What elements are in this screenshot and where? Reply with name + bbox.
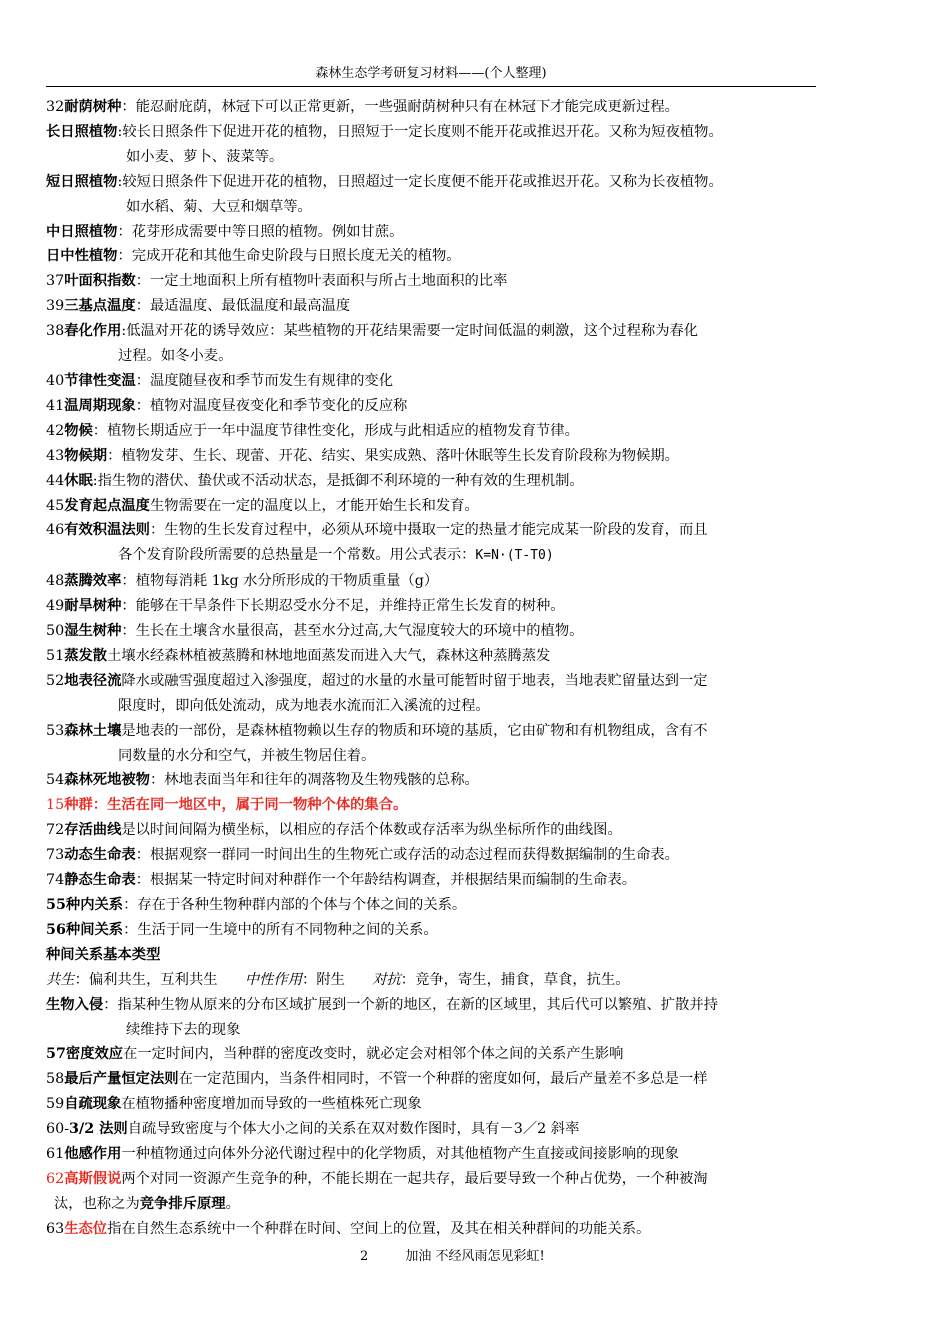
entry-definition: 两个对同一资源产生竞争的种，不能长期在一起共存，最后要导致一个种占优势，一个种被淘 [121,1170,708,1187]
antagonism-label: 对抗 [372,971,401,988]
definition-entry [46,918,846,943]
page-number: 2 [360,1249,369,1264]
entry-term: 温周期现象 [64,397,136,414]
entry-definition: 能忍耐庇荫，林冠下可以正常更新，一些强耐荫树种只有在林冠下才能完成更新过程。 [135,99,679,115]
entry-definition: 一种植物通过向体外分泌代谢过程中的化学物质，对其他植物产生直接或间接影响的现象 [121,1146,679,1163]
entry-separator: ： [135,372,150,389]
definition-entry [46,818,846,843]
entry-term: 生态位 [64,1220,108,1237]
entry-definition: 自疏导致密度与个体大小之间的关系在双对数作图时，具有－3／2 斜率 [127,1121,580,1138]
definition-gause-cont [46,1192,846,1217]
page-header: 森林生态学考研复习材料——(个人整理) [315,66,547,81]
entry-number: 55 [46,897,66,913]
definition-list-2 [46,993,846,1167]
symbiosis-text: ：偏利共生，互利共生 [74,971,218,988]
neutral-label: 中性作用 [244,971,303,988]
entry-definition: 完成开花和其他生命史阶段与日照长度无关的植物。 [131,248,461,265]
entry-separator: ： [117,248,132,265]
definition-entry [46,868,846,893]
entry-number: 53 [46,722,65,739]
definition-entry [46,518,846,543]
definition-entry [46,644,846,669]
entry-number: 46 [46,522,65,539]
definition-entry [46,719,846,744]
entry-term: 他感作用 [64,1146,122,1163]
entry-term: 森林土壤 [64,722,122,739]
definition-entry [46,95,846,120]
entry-number: 50 [46,623,65,640]
entry-term: 春化作用 [64,323,122,340]
entry-term: 动态生命表 [64,847,136,864]
entry-number: 52 [46,672,65,689]
entry-separator: ： [135,273,150,290]
entry-definition: 生长在土壤含水量很高，甚至水分过高,大气湿度较大的环境中的植物。 [135,623,584,640]
entry-definition: 一定土地面积上所有植物叶表面积与所占土地面积的比率 [149,273,508,290]
entry-separator: : [117,123,123,140]
entry-separator: ： [107,447,122,464]
entry-number: 60- [46,1121,70,1138]
definition-entry [46,419,846,444]
gause-cont-post: 。 [225,1195,240,1212]
entry-definition: 根据某一特定时间对种群作一个年龄结构调查，并根据结果而编制的生命表。 [149,872,637,889]
entry-term: 三基点温度 [64,298,136,315]
entry-term: 种群 [64,797,93,814]
entry-separator: ： [121,598,136,615]
definition-entry [46,669,846,694]
entry-term: 高斯假说 [64,1170,122,1187]
entry-definition: 生活于同一生境中的所有不同物种之间的关系。 [137,921,438,938]
entry-separator: ： [121,573,136,590]
entry-definition: 在一定范围内，当条件相同时，不管一个种群的密度如何，最后产量差不多总是一样 [178,1071,708,1088]
entry-term: 湿生树种 [64,623,122,640]
entry-term: 中日照植物 [46,223,118,240]
definition-niche [46,1217,846,1242]
definition-entry [46,619,846,644]
entry-definition: 温度随昼夜和季节而发生有规律的变化 [149,372,394,389]
definition-entry [46,1042,846,1067]
entry-term: 蒸腾效率 [64,573,122,590]
entry-definition: 较短日照条件下促进开花的植物，日照超过一定长度便不能开花或推迟开花。又称为长夜植物。 [122,173,723,190]
entry-number: 57 [46,1046,66,1063]
entry-definition: 植物长期适应于一年中温度节律性变化，形成与此相适应的植物发育节律。 [107,422,579,439]
definition-gause [46,1167,846,1192]
entry-continuation: 如水稻、菊、大豆和烟草等。 [126,198,312,215]
entry-number: 15 [46,797,65,814]
entry-term: 3/2 法则 [69,1121,128,1138]
definition-entry [46,793,846,818]
entry-number: 45 [46,497,65,514]
entry-term: 存活曲线 [64,822,122,839]
section-title: 种间关系基本类型 [46,946,161,963]
entry-number: 74 [46,872,65,889]
entry-term: 种间关系 [65,921,124,938]
antagonism-text: ：竞争，寄生，捕食，草食，抗生。 [400,971,630,988]
symbiosis-label: 共生 [46,971,75,988]
entry-separator: ： [92,797,108,814]
entry-definition: 生物需要在一定的温度以上，才能开始生长和发育。 [149,497,479,514]
entry-number: 72 [46,822,65,839]
entry-separator: ： [135,847,150,864]
definition-entry [46,1067,846,1092]
definition-list [46,95,846,943]
footer-motto: 加油 不经风雨怎见彩虹! [405,1249,545,1264]
entry-number: 51 [46,647,65,664]
entry-continuation: 限度时，即向低处流动，成为地表水流而汇入溪流的过程。 [118,697,490,714]
entry-separator: ： [123,897,138,913]
entry-definition: 最适温度、最低温度和最高温度 [149,298,351,315]
entry-definition: 生物的生长发育过程中，必须从环境中摄取一定的热量才能完成某一阶段的发育，而且 [164,522,708,539]
formula: K=N·(T-T0) [475,548,554,564]
definition-entry [46,1142,846,1167]
entry-term: 生物入侵 [46,996,104,1013]
gause-cont-pre: 汰，也称之为 [54,1195,140,1212]
definition-entry [46,494,846,519]
entry-term: 节律性变温 [64,372,136,389]
entry-number: 58 [46,1071,65,1088]
entry-term: 休眠 [64,472,93,489]
entry-definition: 林地表面当年和往年的凋落物及生物残骸的总称。 [164,772,479,789]
definition-entry [46,594,846,619]
entry-term: 最后产量恒定法则 [64,1071,179,1088]
definition-entry [46,244,846,269]
entry-definition: 指某种生物从原来的分布区域扩展到一个新的地区，在新的区域里，其后代可以繁殖、扩散并持 [117,996,718,1013]
entry-definition: 在植物播种密度增加而导致的一些植株死亡现象 [121,1096,422,1113]
entry-number: 59 [46,1096,65,1113]
entry-definition: 指在自然生态系统中一个种群在时间、空间上的位置，及其在相关种群间的功能关系。 [107,1220,651,1237]
entry-number: 73 [46,847,65,864]
entry-definition: 生活在同一地区中，属于同一物种个体的集合。 [107,797,408,814]
definition-entry [46,1117,846,1142]
competitive-exclusion-term: 竞争排斥原理 [139,1195,226,1212]
entry-definition: 能够在干旱条件下长期忍受水分不足，并维持正常生长发育的树种。 [135,598,565,615]
definition-continuation [46,344,846,369]
entry-number: 49 [46,598,65,615]
entry-number: 32 [46,99,65,115]
definition-continuation [46,195,846,220]
entry-separator: : [121,323,127,340]
definition-entry [46,170,846,195]
entry-term: 森林死地被物 [64,772,150,789]
entry-separator: ： [135,397,150,414]
entry-definition: 根据观察一群同一时间出生的生物死亡或存活的动态过程而获得数据编制的生命表。 [149,847,679,864]
entry-definition: 植物每消耗 1kg 水分所形成的干物质重量（g） [135,573,439,590]
definition-entry [46,469,846,494]
entry-number: 62 [46,1170,65,1187]
entry-term: 耐旱树种 [64,598,122,615]
entry-separator: ： [117,223,132,240]
definition-entry [46,220,846,245]
entry-term: 蒸发散 [64,647,108,664]
entry-continuation: 过程。如冬小麦。 [118,348,233,365]
entry-term: 静态生命表 [64,872,136,889]
entry-definition: 较长日照条件下促进开花的植物，日照短于一定长度则不能开花或推迟开花。又称为短夜植物。 [122,123,723,140]
entry-term: 物候期 [64,447,108,464]
entry-separator: ： [121,99,136,115]
definition-entry [46,269,846,294]
entry-definition: 花芽形成需要中等日照的植物。例如甘蔗。 [131,223,404,240]
entry-continuation: 续维持下去的现象 [126,1021,241,1038]
entry-definition: 低温对开花的诱导效应：某些植物的开花结果需要一定时间低温的刺激，这个过程称为春化 [126,323,699,340]
entry-definition: 植物发芽、生长、现蕾、开花、结实、果实成熟、落叶休眠等生长发育阶段称为物候期。 [121,447,679,464]
entry-term: 长日照植物 [46,123,118,140]
entry-separator: ： [121,623,136,640]
entry-number: 41 [46,397,65,414]
entry-separator: : [117,173,123,190]
definition-continuation [46,543,846,569]
definition-continuation [46,145,846,170]
entry-definition: 植物对温度昼夜变化和季节变化的反应称 [149,397,408,414]
entry-number: 56 [46,921,66,938]
document-body [46,95,846,1242]
entry-separator: ： [135,298,150,315]
entry-term: 短日照植物 [46,173,118,190]
entry-definition: 是以时间间隔为横坐标，以相应的存活个体数或存活率为纵坐标所作的曲线图。 [121,822,622,839]
entry-term: 密度效应 [65,1046,124,1063]
entry-term: 有效积温法则 [64,522,150,539]
entry-number: 48 [46,573,65,590]
entry-definition: 在一定时间内，当种群的密度改变时，就必定会对相邻个体之间的关系产生影响 [123,1046,624,1063]
definition-entry [46,768,846,793]
entry-number: 43 [46,447,65,464]
entry-continuation: 各个发育阶段所需要的总热量是一个常数。用公式表示： [118,547,476,564]
entry-number: 39 [46,298,65,315]
page-footer [0,1247,950,1267]
entry-number: 37 [46,273,65,290]
entry-definition: 存在于各种生物种群内部的个体与个体之间的关系。 [137,897,467,913]
entry-term: 自疏现象 [64,1096,122,1113]
entry-separator: ： [103,996,118,1013]
entry-term: 种内关系 [65,897,124,913]
entry-definition: 指生物的潜伏、蛰伏或不活动状态，是抵御不利环境的一种有效的生理机制。 [97,472,584,489]
entry-definition: 降水或融雪强度超过入渗强度，超过的水量的水量可能暂时留于地表，当地表贮留量达到一定 [121,672,708,689]
definition-entry [46,993,846,1018]
definition-entry [46,569,846,594]
entry-number: 63 [46,1220,65,1237]
definition-continuation [46,694,846,719]
definition-entry [46,444,846,469]
entry-term: 耐荫树种 [64,99,122,115]
definition-entry [46,1092,846,1117]
entry-separator: ： [149,772,165,789]
entry-term: 日中性植物 [46,248,118,265]
definition-entry [46,319,846,344]
interspecific-types-line [46,968,846,993]
entry-number: 54 [46,772,65,789]
entry-term: 发育起点温度 [64,497,150,514]
definition-entry [46,294,846,319]
entry-separator: ： [135,872,150,889]
entry-continuation: 如小麦、萝卜、菠菜等。 [126,148,284,165]
entry-number: 38 [46,323,65,340]
definition-continuation [46,1018,846,1043]
definition-continuation [46,744,846,769]
definition-entry [46,843,846,868]
entry-definition: 是地表的一部份，是森林植物赖以生存的物质和环境的基质，它由矿物和有机物组成，含有不 [121,722,708,739]
definition-entry [46,394,846,419]
definition-entry [46,369,846,394]
entry-number: 44 [46,472,65,489]
neutral-text: ：附生 [302,971,345,988]
entry-definition: 土壤水经森林植被蒸腾和林地地面蒸发而进入大气，森林这种蒸腾蒸发 [107,647,551,664]
entry-number: 61 [46,1146,65,1163]
entry-separator: ： [92,422,108,439]
entry-separator: ： [123,921,138,938]
header-rule [46,86,816,87]
definition-entry [46,893,846,918]
entry-separator: ： [149,522,165,539]
definition-entry [46,120,846,145]
entry-term: 地表径流 [64,672,122,689]
entry-number: 42 [46,422,65,439]
entry-term: 叶面积指数 [64,273,136,290]
entry-continuation: 同数量的水分和空气，并被生物居住着。 [118,747,376,764]
entry-separator: : [92,472,98,489]
entry-number: 40 [46,372,65,389]
entry-term: 物候 [64,422,93,439]
